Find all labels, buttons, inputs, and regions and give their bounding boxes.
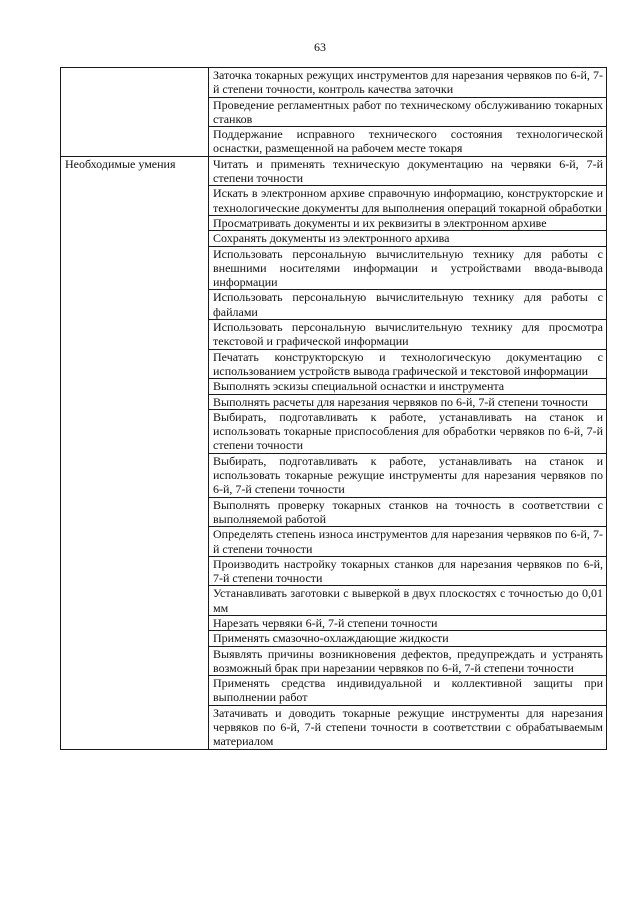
table-cell-text: Сохранять документы из электронного архива [209,231,607,246]
table-cell-text: Выполнять проверку токарных станков на точность в соответствии с выполняемой работой [209,497,607,527]
table-cell-text: Нарезать червяки 6-й, 7-й степени точности [209,615,607,630]
table-cell-text: Использовать персональную вычислительную технику для работы с внешними носителями информации и устройствами ввода-вывода информации [209,246,607,290]
table-cell-text: Устанавливать заготовки с выверкой в двух плоскостях с точностью до 0,01 мм [209,586,607,616]
table-cell-text: Выполнять расчеты для нарезания червяков по 6-й, 7-й степени точности [209,394,607,409]
table-cell-text: Искать в электронном архиве справочную информацию, конструкторские и технологические документы для выполнения операций токарной обработки [209,186,607,216]
table-cell-text: Применять средства индивидуальной и коллективной защиты при выполнении работ [209,676,607,706]
table-cell-text: Применять смазочно-охлаждающие жидкости [209,631,607,646]
page-number: 63 [314,40,326,54]
table-row [61,156,607,186]
section-label-skills: Необходимые умения [61,156,209,749]
table-cell-text: Проведение регламентных работ по техническому обслуживанию токарных станков [209,97,607,127]
table-cell-text: Выбирать, подготавливать к работе, устанавливать на станок и использовать токарные приспособления для обработки червяков по 6-й, 7-й степени точности [209,409,607,453]
table-cell-text: Использовать персональную вычислительную технику для работы с файлами [209,290,607,320]
table-cell-text: Заточка токарных режущих инструментов для нарезания червяков по 6-й, 7-й степени точности, контроль качества заточки [209,68,607,98]
table-row [61,68,607,98]
table-cell-text: Использовать персональную вычислительную технику для просмотра текстовой и графической информации [209,320,607,350]
empty-label-cell [61,68,209,157]
table-cell-text: Определять степень износа инструментов для нарезания червяков по 6-й, 7-й степени точности [209,527,607,557]
table-cell-text: Просматривать документы и их реквизиты в электронном архиве [209,215,607,230]
table-cell-text: Производить настройку токарных станков для нарезания червяков по 6-й, 7-й степени точности [209,556,607,586]
table-cell-text: Печатать конструкторскую и технологическую документацию с использованием устройств вывода графической и текстовой информации [209,349,607,379]
table-cell-text: Читать и применять техническую документацию на червяки 6-й, 7-й степени точности [209,156,607,186]
table-cell-text: Выполнять эскизы специальной оснастки и инструмента [209,379,607,394]
table-cell-text: Выбирать, подготавливать к работе, устанавливать на станок и использовать токарные режущие инструменты для нарезания червяков по 6-й, 7-й степени точности [209,453,607,497]
table-cell-text: Поддержание исправного технического состояния технологической оснастки, размещенной на рабочем месте токаря [209,127,607,157]
table-cell-text: Выявлять причины возникновения дефектов, предупреждать и устранять возможный брак при нарезании червяков по 6-й, 7-й степени точности [209,646,607,676]
skills-table [60,67,607,750]
table-cell-text: Затачивать и доводить токарные режущие инструменты для нарезания червяков по 6-й, 7-й степени точности в соответствии с обрабатываемым материалом [209,705,607,749]
